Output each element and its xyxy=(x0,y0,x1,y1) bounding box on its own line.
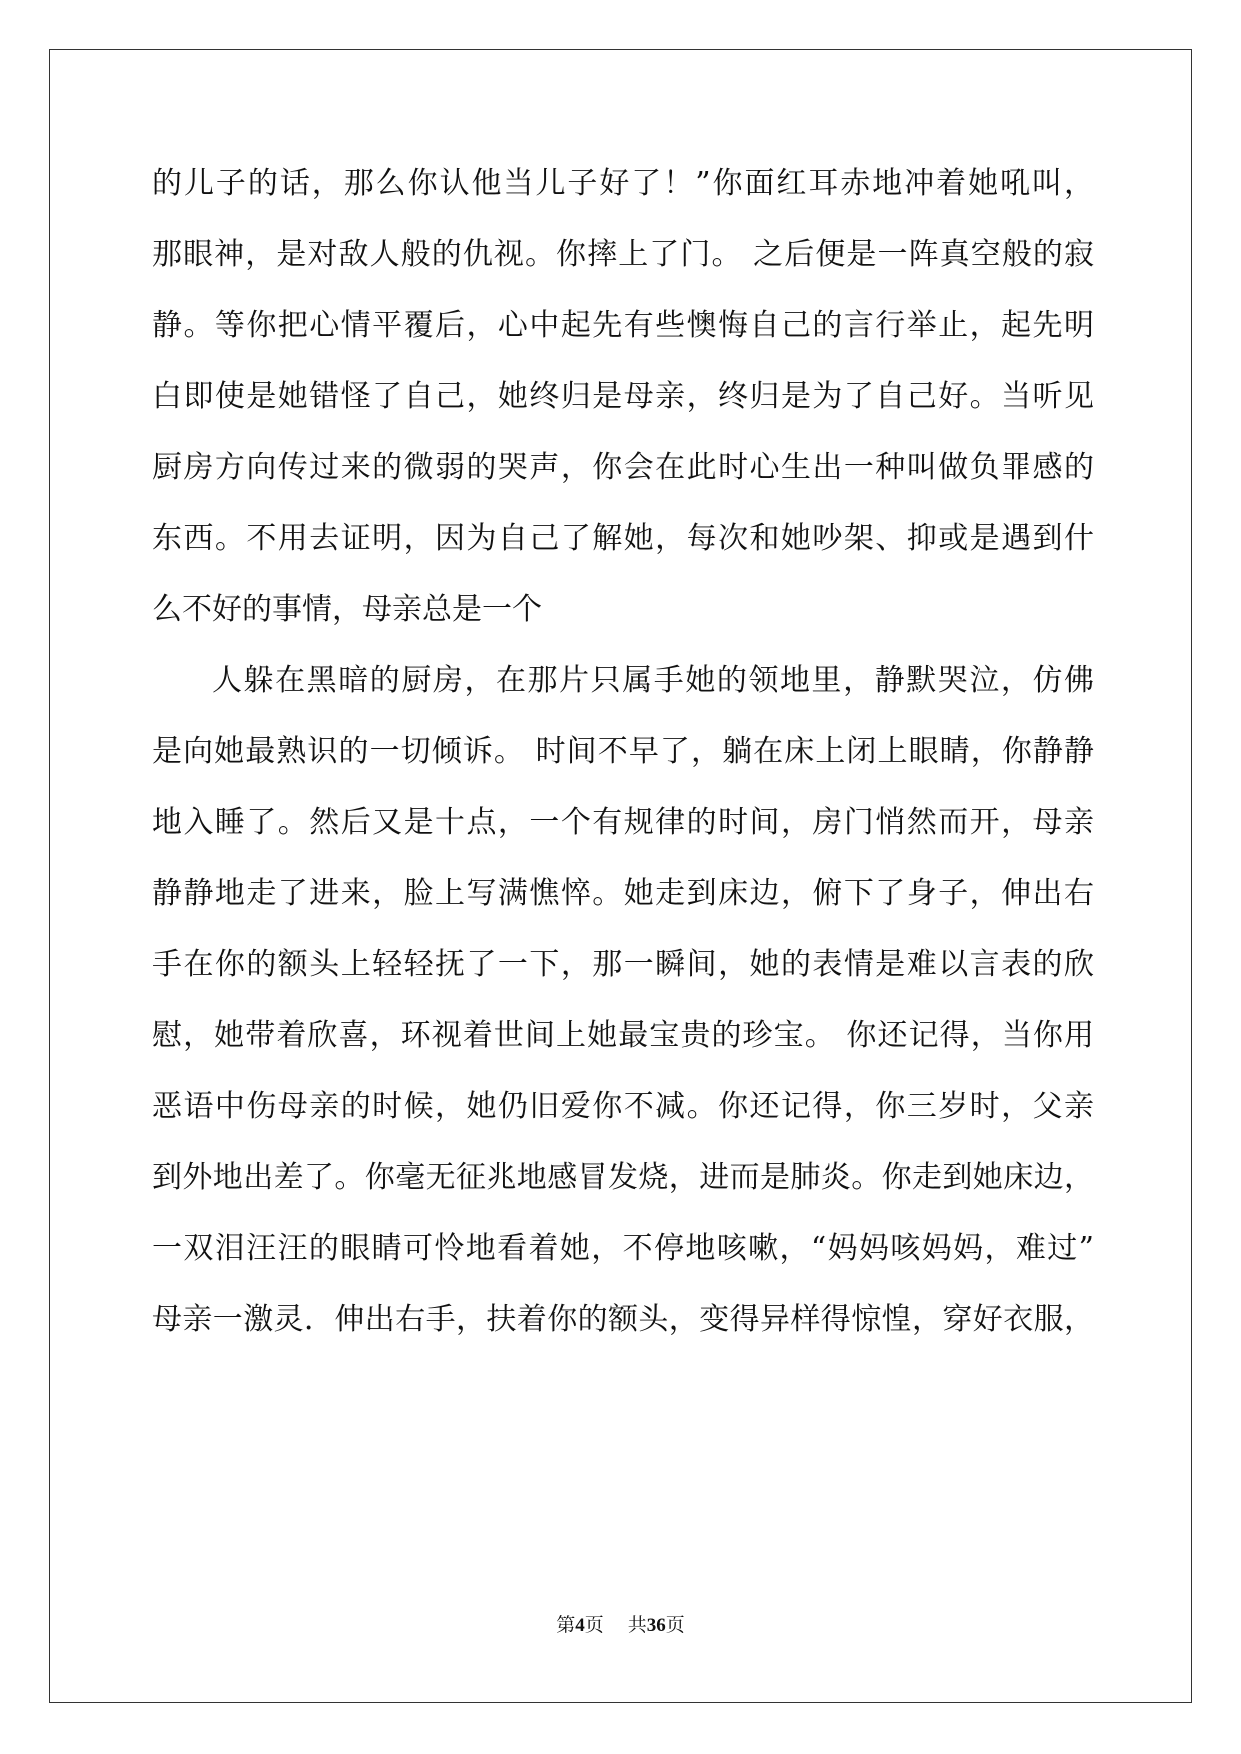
text-line: 的儿子的话，那么你认他当儿子好了！”你面红耳赤地冲着她吼叫， xyxy=(152,166,1094,201)
text-line: 恶语中伤母亲的时候，她仍旧爱你不减。你还记得，你三岁时，父亲 xyxy=(152,1089,1094,1124)
paragraph-first-line: 人躲在黑暗的厨房，在那片只属手她的领地里，静默哭泣，仿佛 xyxy=(212,663,1094,698)
text-line: 白即使是她错怪了自己，她终归是母亲，终归是为了自己好。当听见 xyxy=(152,379,1094,414)
text-line: 静。等你把心情平覆后，心中起先有些懊悔自己的言行举止，起先明 xyxy=(152,308,1094,343)
text-line: 慰，她带着欣喜，环视着世间上她最宝贵的珍宝。 你还记得，当你用 xyxy=(152,1018,1094,1053)
total-suffix: 页 xyxy=(665,1614,685,1636)
text-line: 手在你的额头上轻轻抚了一下，那一瞬间，她的表情是难以言表的欣 xyxy=(152,947,1094,982)
text-line: 那眼神，是对敌人般的仇视。你摔上了门。 之后便是一阵真空般的寂 xyxy=(152,237,1094,272)
text-line: 母亲一激灵．伸出右手，扶着你的额头，变得异样得惊惶，穿好衣服， xyxy=(152,1302,1094,1337)
text-line: 是向她最熟识的一切倾诉。 时间不早了，躺在床上闭上眼睛，你静静 xyxy=(152,734,1094,769)
total-pages: 36 xyxy=(646,1615,666,1636)
text-line: 东西。不用去证明，因为自己了解她，每次和她吵架、抑或是遇到什 xyxy=(152,521,1094,556)
text-line: 到外地出差了。你毫无征兆地感冒发烧，进而是肺炎。你走到她床边， xyxy=(152,1160,1094,1195)
text-line: 么不好的事情，母亲总是一个 xyxy=(152,592,542,627)
page-prefix: 第 xyxy=(556,1614,576,1636)
text-line: 静静地走了进来，脸上写满憔悴。她走到床边，俯下了身子，伸出右 xyxy=(152,876,1094,911)
page-footer xyxy=(0,1612,1241,1639)
page-suffix: 页 xyxy=(584,1614,604,1636)
text-line: 地入睡了。然后又是十点，一个有规律的时间，房门悄然而开，母亲 xyxy=(152,805,1094,840)
total-prefix: 共 xyxy=(627,1614,647,1636)
text-line: 一双泪汪汪的眼睛可怜地看着她，不停地咳嗽，“妈妈咳妈妈，难过” xyxy=(152,1231,1094,1266)
page-number: 4 xyxy=(575,1615,585,1636)
text-line: 厨房方向传过来的微弱的哭声，你会在此时心生出一种叫做负罪感的 xyxy=(152,450,1094,485)
